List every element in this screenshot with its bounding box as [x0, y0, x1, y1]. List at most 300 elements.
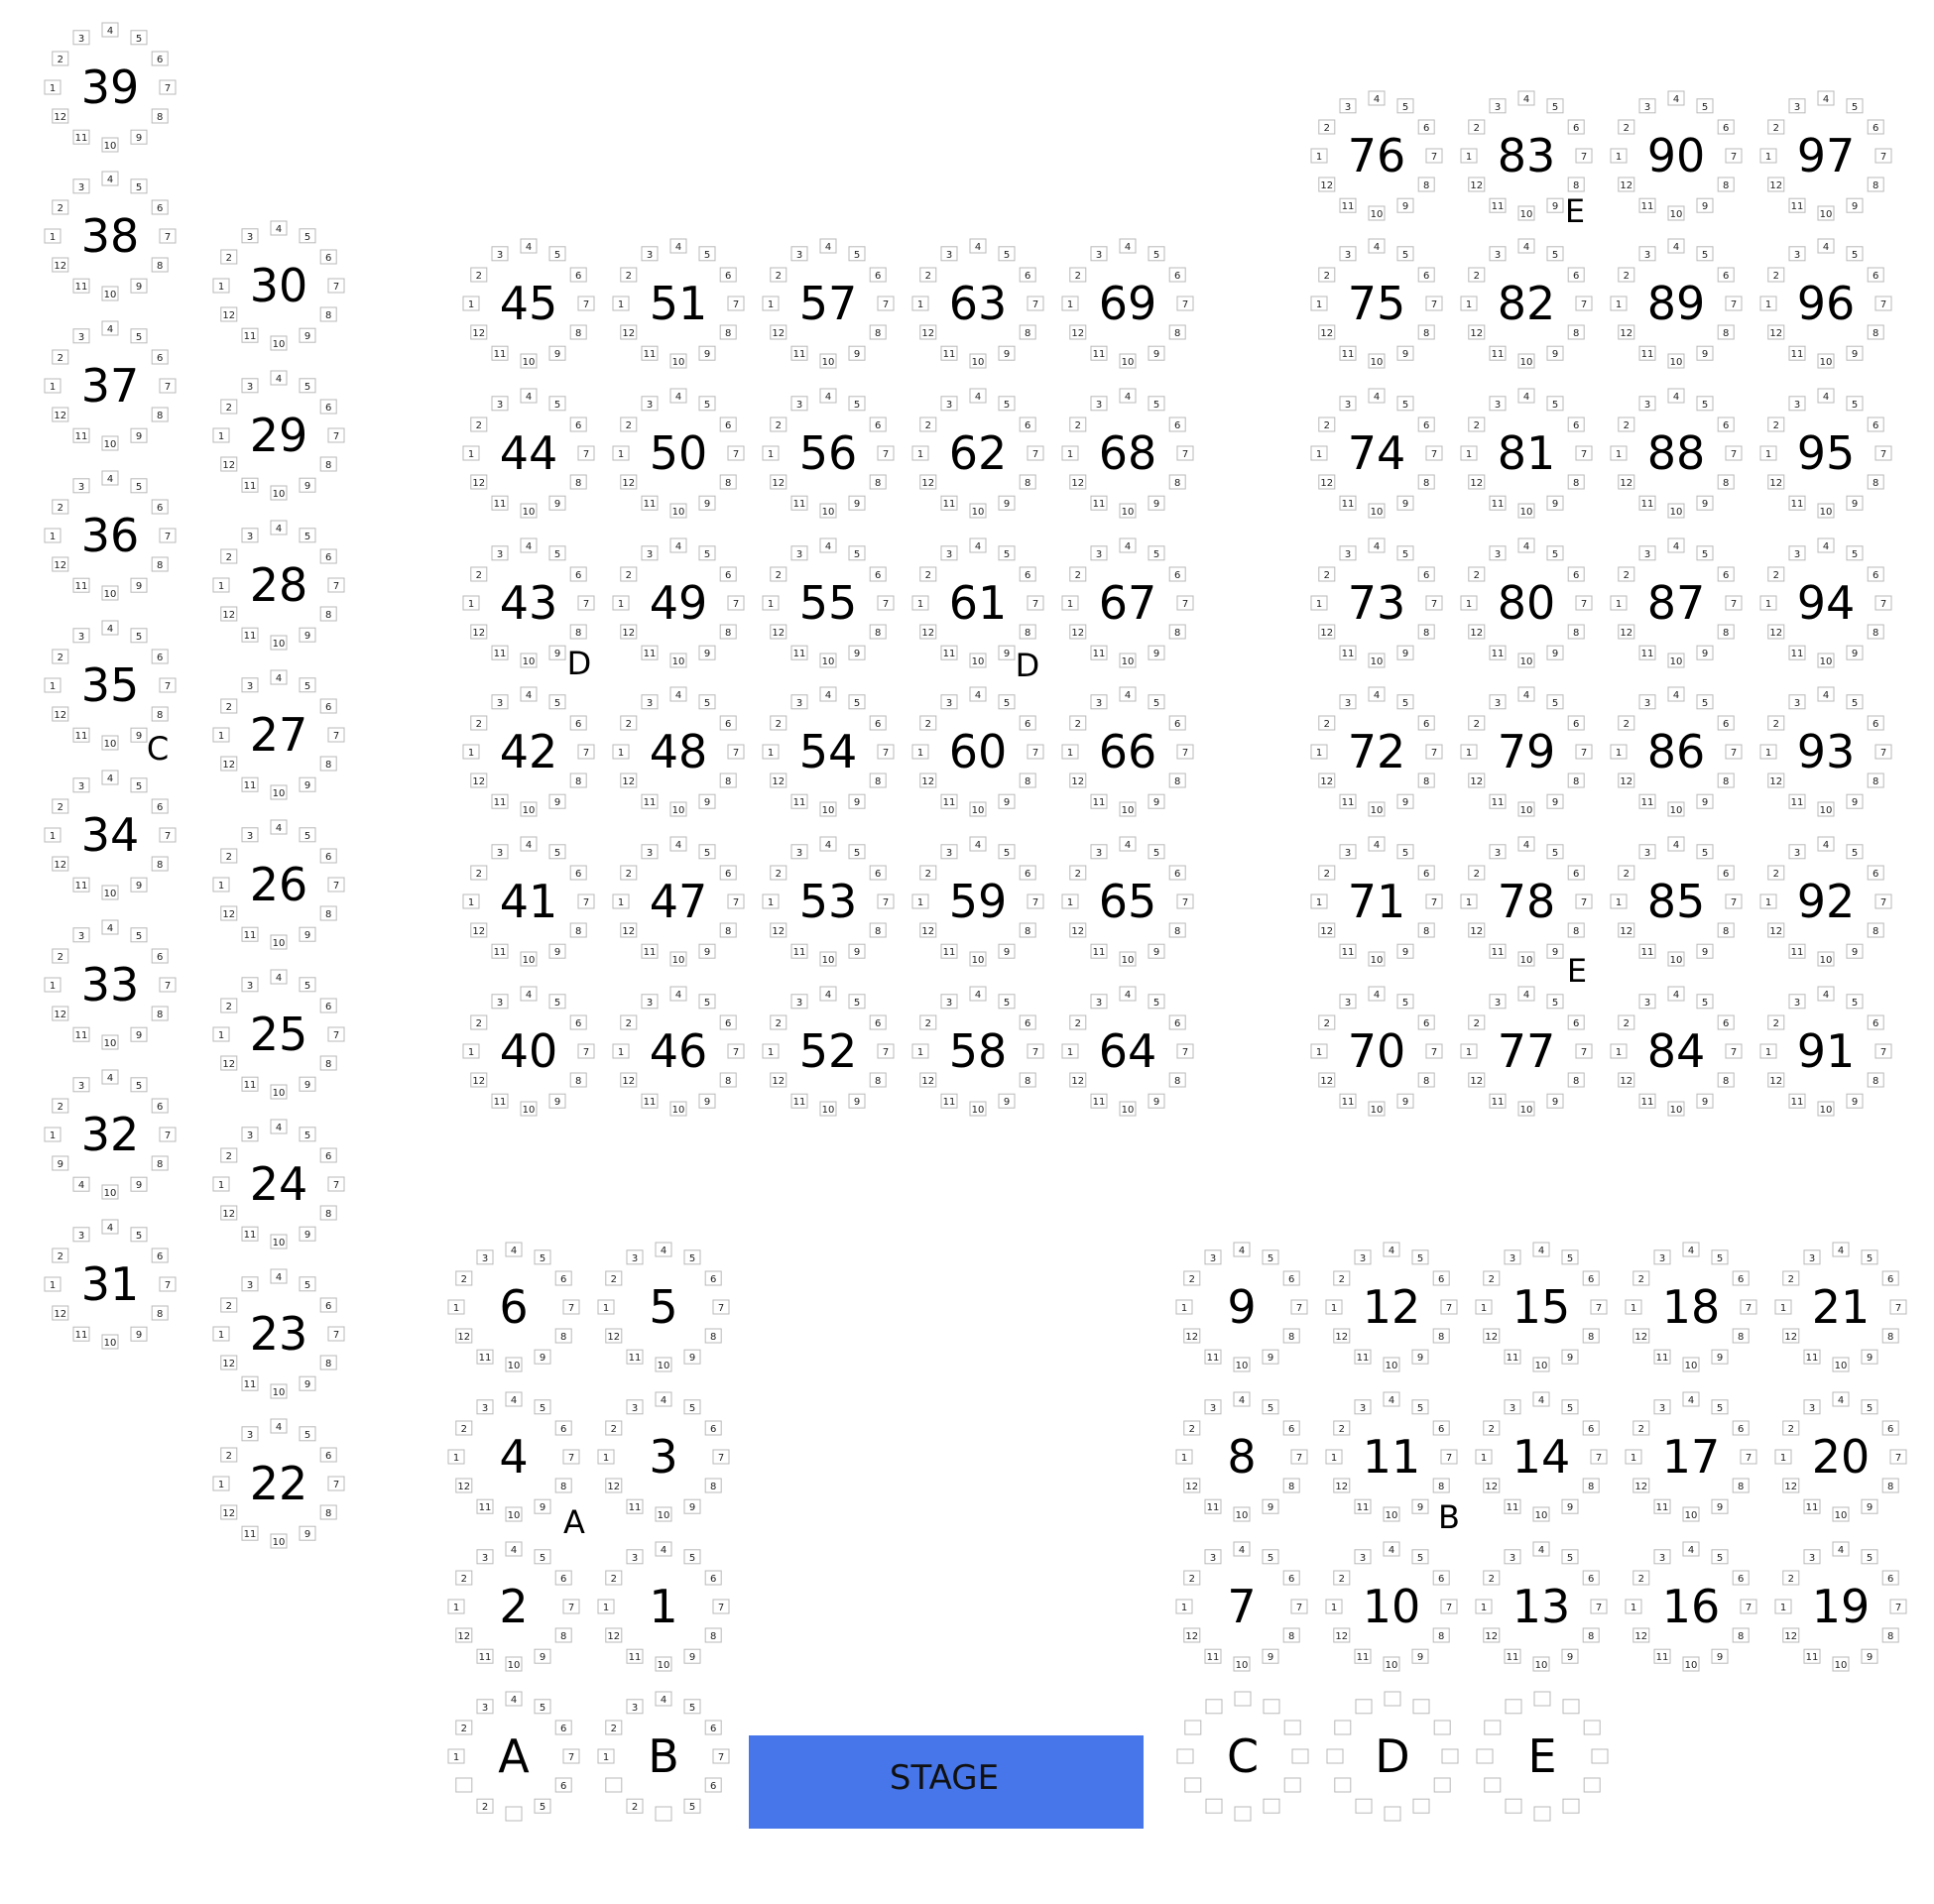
- seat[interactable]: [1518, 952, 1534, 966]
- seat[interactable]: [1369, 206, 1385, 220]
- seat[interactable]: [456, 1479, 472, 1492]
- seat[interactable]: [1818, 504, 1834, 518]
- seat[interactable]: [1733, 1329, 1749, 1343]
- seat[interactable]: [1668, 952, 1684, 966]
- seat[interactable]: [1789, 397, 1805, 411]
- seat[interactable]: [45, 80, 60, 94]
- seat[interactable]: [1441, 1450, 1457, 1464]
- seat[interactable]: [506, 1692, 522, 1706]
- seat[interactable]: [45, 529, 60, 542]
- seat[interactable]: [1235, 1807, 1251, 1821]
- seat[interactable]: [1518, 802, 1534, 816]
- seat[interactable]: [1340, 794, 1356, 808]
- seat[interactable]: [1533, 1542, 1549, 1556]
- seat[interactable]: [213, 428, 229, 442]
- seat[interactable]: [1804, 1550, 1820, 1564]
- seat[interactable]: [1862, 1499, 1877, 1513]
- seat[interactable]: [1712, 1550, 1728, 1564]
- seat[interactable]: [1418, 567, 1434, 581]
- seat[interactable]: [221, 906, 237, 920]
- seat[interactable]: [1397, 397, 1413, 411]
- seat[interactable]: [102, 471, 118, 485]
- seat[interactable]: [1070, 774, 1086, 787]
- seat[interactable]: [1568, 774, 1584, 787]
- seat[interactable]: [1654, 1499, 1670, 1513]
- seat[interactable]: [1818, 654, 1834, 667]
- seat[interactable]: [1562, 1499, 1578, 1513]
- seat[interactable]: [549, 496, 565, 510]
- seat[interactable]: [131, 778, 147, 792]
- seat[interactable]: [1418, 923, 1434, 937]
- seat[interactable]: [506, 1542, 522, 1556]
- table[interactable]: [213, 1419, 344, 1548]
- seat[interactable]: [271, 1085, 287, 1099]
- seat[interactable]: [1718, 774, 1734, 787]
- seat-box[interactable]: [1584, 1721, 1600, 1734]
- seat[interactable]: [53, 949, 68, 963]
- seat[interactable]: [213, 1177, 229, 1191]
- seat[interactable]: [271, 1419, 287, 1433]
- seat[interactable]: [1484, 1628, 1500, 1642]
- seat[interactable]: [670, 1102, 686, 1116]
- table[interactable]: [763, 239, 894, 368]
- seat[interactable]: [242, 927, 258, 941]
- seat[interactable]: [521, 687, 537, 701]
- table[interactable]: [1760, 837, 1891, 966]
- seat[interactable]: [320, 549, 336, 563]
- seat[interactable]: [705, 1571, 721, 1585]
- seat[interactable]: [999, 695, 1015, 709]
- seat[interactable]: [1718, 178, 1734, 191]
- seat[interactable]: [1818, 687, 1834, 701]
- seat[interactable]: [1683, 1542, 1699, 1556]
- table[interactable]: [1461, 687, 1592, 816]
- table[interactable]: [763, 687, 894, 816]
- seat[interactable]: [621, 866, 637, 880]
- seat[interactable]: [1818, 837, 1834, 851]
- seat[interactable]: [1668, 987, 1684, 1001]
- seat[interactable]: [1562, 1350, 1578, 1364]
- seat[interactable]: [300, 328, 315, 342]
- seat[interactable]: [1619, 178, 1634, 191]
- seat[interactable]: [1639, 995, 1655, 1009]
- seat[interactable]: [1176, 1300, 1192, 1314]
- seat[interactable]: [300, 978, 315, 992]
- table[interactable]: [213, 1269, 344, 1398]
- seat-box[interactable]: [1356, 1700, 1372, 1714]
- seat[interactable]: [1505, 1250, 1520, 1264]
- seat[interactable]: [606, 1479, 622, 1492]
- seat[interactable]: [1234, 1392, 1250, 1406]
- seat[interactable]: [763, 297, 779, 310]
- seat[interactable]: [1862, 1350, 1877, 1364]
- seat[interactable]: [555, 1421, 571, 1435]
- seat[interactable]: [1020, 475, 1035, 489]
- table[interactable]: [1062, 389, 1193, 518]
- seat[interactable]: [300, 379, 315, 393]
- table[interactable]: [448, 1692, 579, 1821]
- seat[interactable]: [1768, 417, 1784, 431]
- seat[interactable]: [1868, 120, 1883, 134]
- seat[interactable]: [1591, 1450, 1607, 1464]
- seat[interactable]: [1484, 1479, 1500, 1492]
- seat[interactable]: [328, 728, 344, 742]
- seat[interactable]: [1639, 198, 1655, 212]
- table[interactable]: [763, 987, 894, 1116]
- seat[interactable]: [102, 736, 118, 750]
- seat[interactable]: [1469, 774, 1485, 787]
- seat[interactable]: [73, 179, 89, 193]
- seat[interactable]: [1726, 894, 1742, 908]
- seat[interactable]: [131, 1177, 147, 1191]
- seat[interactable]: [1868, 1015, 1883, 1029]
- seat[interactable]: [1369, 987, 1385, 1001]
- seat[interactable]: [1326, 1600, 1342, 1613]
- seat[interactable]: [1426, 745, 1442, 759]
- table[interactable]: [613, 687, 744, 816]
- seat[interactable]: [728, 894, 744, 908]
- seat[interactable]: [1020, 417, 1035, 431]
- seat[interactable]: [1355, 1250, 1371, 1264]
- table[interactable]: [1760, 91, 1891, 220]
- seat[interactable]: [684, 1350, 700, 1364]
- seat[interactable]: [1547, 1094, 1563, 1108]
- seat[interactable]: [1591, 1600, 1607, 1613]
- seat[interactable]: [242, 1277, 258, 1291]
- seat[interactable]: [1426, 596, 1442, 610]
- seat[interactable]: [1469, 475, 1485, 489]
- seat[interactable]: [242, 379, 258, 393]
- seat[interactable]: [320, 307, 336, 321]
- seat[interactable]: [1783, 1628, 1799, 1642]
- seat[interactable]: [1568, 866, 1584, 880]
- table[interactable]: [912, 239, 1043, 368]
- seat[interactable]: [870, 1073, 886, 1087]
- seat[interactable]: [656, 1507, 671, 1521]
- seat[interactable]: [1862, 1400, 1877, 1414]
- seat[interactable]: [555, 1721, 571, 1734]
- seat[interactable]: [1490, 99, 1506, 113]
- seat[interactable]: [328, 1477, 344, 1490]
- seat[interactable]: [1356, 1700, 1372, 1714]
- seat[interactable]: [456, 1628, 472, 1642]
- seat[interactable]: [549, 695, 565, 709]
- seat[interactable]: [1768, 1073, 1784, 1087]
- seat[interactable]: [300, 1526, 315, 1540]
- seat[interactable]: [320, 1505, 336, 1519]
- seat[interactable]: [1340, 1094, 1356, 1108]
- seat[interactable]: [300, 1427, 315, 1441]
- seat[interactable]: [1639, 99, 1655, 113]
- seat[interactable]: [102, 1185, 118, 1199]
- seat[interactable]: [102, 172, 118, 185]
- seat[interactable]: [1020, 774, 1035, 787]
- seat[interactable]: [1611, 745, 1627, 759]
- seat[interactable]: [1697, 247, 1713, 261]
- seat[interactable]: [1433, 1628, 1449, 1642]
- seat[interactable]: [1490, 346, 1506, 360]
- seat[interactable]: [1283, 1421, 1299, 1435]
- seat[interactable]: [1070, 567, 1086, 581]
- seat[interactable]: [1120, 354, 1136, 368]
- seat-box[interactable]: [1506, 1799, 1521, 1813]
- seat[interactable]: [1334, 1479, 1350, 1492]
- seat[interactable]: [1668, 538, 1684, 552]
- seat[interactable]: [1584, 1721, 1600, 1734]
- seat[interactable]: [1469, 1015, 1485, 1029]
- seat[interactable]: [102, 23, 118, 37]
- seat[interactable]: [1760, 596, 1776, 610]
- seat[interactable]: [720, 774, 736, 787]
- seat[interactable]: [242, 978, 258, 992]
- seat[interactable]: [820, 504, 836, 518]
- seat[interactable]: [570, 1015, 586, 1029]
- seat[interactable]: [570, 325, 586, 339]
- seat[interactable]: [1469, 716, 1485, 730]
- seat[interactable]: [492, 1094, 508, 1108]
- seat[interactable]: [1568, 268, 1584, 282]
- seat[interactable]: [102, 886, 118, 899]
- seat[interactable]: [1169, 1015, 1185, 1029]
- seat[interactable]: [1584, 1778, 1600, 1792]
- seat[interactable]: [878, 894, 894, 908]
- seat[interactable]: [1818, 206, 1834, 220]
- seat[interactable]: [1120, 504, 1136, 518]
- seat[interactable]: [670, 802, 686, 816]
- seat[interactable]: [1518, 239, 1534, 253]
- seat[interactable]: [1818, 952, 1834, 966]
- table[interactable]: [45, 920, 176, 1049]
- seat[interactable]: [1319, 120, 1335, 134]
- seat[interactable]: [1760, 446, 1776, 460]
- seat[interactable]: [73, 428, 89, 442]
- seat[interactable]: [791, 496, 807, 510]
- seat[interactable]: [1292, 1749, 1308, 1763]
- seat[interactable]: [1611, 1044, 1627, 1058]
- seat[interactable]: [912, 894, 928, 908]
- seat[interactable]: [1533, 1358, 1549, 1371]
- seat[interactable]: [53, 1306, 68, 1320]
- table[interactable]: [463, 987, 594, 1116]
- seat[interactable]: [1185, 1721, 1201, 1734]
- table[interactable]: [912, 837, 1043, 966]
- seat[interactable]: [1547, 646, 1563, 659]
- seat[interactable]: [535, 1499, 550, 1513]
- seat[interactable]: [1583, 1628, 1599, 1642]
- seat[interactable]: [1639, 496, 1655, 510]
- seat[interactable]: [271, 820, 287, 834]
- table[interactable]: [1062, 837, 1193, 966]
- seat[interactable]: [1433, 1329, 1449, 1343]
- seat-box[interactable]: [1284, 1721, 1300, 1734]
- seat[interactable]: [320, 607, 336, 621]
- seat[interactable]: [102, 771, 118, 784]
- seat[interactable]: [1335, 1721, 1351, 1734]
- seat[interactable]: [53, 707, 68, 721]
- seat[interactable]: [1369, 654, 1385, 667]
- seat[interactable]: [1369, 538, 1385, 552]
- seat[interactable]: [1177, 446, 1193, 460]
- seat[interactable]: [1205, 1250, 1221, 1264]
- seat[interactable]: [221, 607, 237, 621]
- seat[interactable]: [1611, 596, 1627, 610]
- seat[interactable]: [492, 646, 508, 659]
- seat[interactable]: [941, 346, 957, 360]
- seat[interactable]: [1818, 239, 1834, 253]
- seat[interactable]: [160, 1277, 176, 1291]
- seat[interactable]: [705, 1271, 721, 1285]
- seat[interactable]: [912, 745, 928, 759]
- seat[interactable]: [1547, 794, 1563, 808]
- seat[interactable]: [656, 1392, 671, 1406]
- seat-box[interactable]: [1284, 1778, 1300, 1792]
- seat[interactable]: [720, 625, 736, 639]
- seat[interactable]: [1184, 1329, 1200, 1343]
- seat[interactable]: [613, 446, 629, 460]
- seat[interactable]: [1847, 346, 1863, 360]
- seat[interactable]: [1712, 1400, 1728, 1414]
- seat[interactable]: [870, 325, 886, 339]
- seat-box[interactable]: [456, 1778, 472, 1792]
- seat[interactable]: [1768, 866, 1784, 880]
- seat[interactable]: [152, 500, 168, 514]
- seat[interactable]: [1804, 1499, 1820, 1513]
- seat[interactable]: [1518, 687, 1534, 701]
- seat[interactable]: [713, 1450, 729, 1464]
- seat[interactable]: [506, 1392, 522, 1406]
- seat-box[interactable]: [1335, 1778, 1351, 1792]
- seat[interactable]: [1070, 1015, 1086, 1029]
- seat[interactable]: [1490, 944, 1506, 958]
- table[interactable]: [463, 389, 594, 518]
- seat[interactable]: [1639, 546, 1655, 560]
- table[interactable]: [1062, 687, 1193, 816]
- seat[interactable]: [1148, 845, 1164, 859]
- seat[interactable]: [102, 1220, 118, 1234]
- seat[interactable]: [471, 923, 487, 937]
- seat[interactable]: [492, 995, 508, 1009]
- seat[interactable]: [1583, 1479, 1599, 1492]
- seat[interactable]: [1426, 894, 1442, 908]
- seat[interactable]: [1576, 596, 1592, 610]
- table[interactable]: [1326, 1542, 1457, 1671]
- seat[interactable]: [221, 1356, 237, 1369]
- seat[interactable]: [1768, 120, 1784, 134]
- seat[interactable]: [213, 578, 229, 592]
- seat[interactable]: [1476, 1300, 1492, 1314]
- seat[interactable]: [1833, 1358, 1849, 1371]
- seat[interactable]: [970, 987, 986, 1001]
- seat[interactable]: [1177, 1044, 1193, 1058]
- seat[interactable]: [920, 774, 936, 787]
- seat[interactable]: [1120, 1102, 1136, 1116]
- seat[interactable]: [1654, 1350, 1670, 1364]
- seat[interactable]: [73, 1177, 89, 1191]
- seat[interactable]: [1469, 567, 1485, 581]
- seat[interactable]: [578, 446, 594, 460]
- seat[interactable]: [1418, 1015, 1434, 1029]
- seat[interactable]: [1789, 546, 1805, 560]
- seat[interactable]: [45, 229, 60, 243]
- seat[interactable]: [1668, 687, 1684, 701]
- seat[interactable]: [621, 774, 637, 787]
- seat[interactable]: [1576, 446, 1592, 460]
- seat[interactable]: [131, 1228, 147, 1242]
- seat[interactable]: [45, 1128, 60, 1141]
- table[interactable]: [1461, 837, 1592, 966]
- seat[interactable]: [1668, 837, 1684, 851]
- seat[interactable]: [570, 475, 586, 489]
- seat-box[interactable]: [1235, 1692, 1251, 1706]
- seat[interactable]: [1442, 1749, 1458, 1763]
- seat[interactable]: [73, 878, 89, 892]
- table[interactable]: [1775, 1243, 1906, 1371]
- seat[interactable]: [1783, 1329, 1799, 1343]
- seat[interactable]: [131, 130, 147, 144]
- seat[interactable]: [878, 297, 894, 310]
- seat[interactable]: [242, 328, 258, 342]
- seat[interactable]: [1062, 596, 1078, 610]
- seat[interactable]: [1718, 120, 1734, 134]
- seat[interactable]: [549, 546, 565, 560]
- seat[interactable]: [471, 1015, 487, 1029]
- seat[interactable]: [771, 475, 786, 489]
- seat[interactable]: [1562, 1550, 1578, 1564]
- seat[interactable]: [1311, 1044, 1327, 1058]
- table[interactable]: [1062, 987, 1193, 1116]
- seat[interactable]: [920, 268, 936, 282]
- seat[interactable]: [448, 1749, 464, 1763]
- seat[interactable]: [1668, 654, 1684, 667]
- table[interactable]: [1176, 1392, 1307, 1521]
- seat[interactable]: [1340, 346, 1356, 360]
- seat[interactable]: [477, 1550, 493, 1564]
- seat[interactable]: [656, 1358, 671, 1371]
- seat[interactable]: [1639, 1094, 1655, 1108]
- seat[interactable]: [1020, 325, 1035, 339]
- table[interactable]: [912, 687, 1043, 816]
- seat[interactable]: [1369, 504, 1385, 518]
- seat[interactable]: [1385, 1692, 1400, 1706]
- seat[interactable]: [1418, 268, 1434, 282]
- seat[interactable]: [53, 408, 68, 421]
- seat[interactable]: [1169, 625, 1185, 639]
- seat[interactable]: [1547, 346, 1563, 360]
- seat[interactable]: [271, 221, 287, 235]
- seat[interactable]: [477, 1700, 493, 1714]
- seat[interactable]: [1020, 625, 1035, 639]
- seat[interactable]: [1882, 1479, 1898, 1492]
- seat[interactable]: [1633, 1571, 1649, 1585]
- seat[interactable]: [300, 777, 315, 791]
- seat[interactable]: [1184, 1479, 1200, 1492]
- seat[interactable]: [642, 845, 658, 859]
- seat[interactable]: [1718, 567, 1734, 581]
- seat[interactable]: [73, 1327, 89, 1341]
- seat[interactable]: [152, 799, 168, 813]
- seat[interactable]: [1833, 1507, 1849, 1521]
- seat[interactable]: [102, 1035, 118, 1049]
- seat[interactable]: [941, 944, 957, 958]
- seat[interactable]: [1319, 716, 1335, 730]
- seat[interactable]: [1789, 646, 1805, 659]
- seat[interactable]: [1185, 1778, 1201, 1792]
- seat[interactable]: [1148, 546, 1164, 560]
- seat[interactable]: [1385, 1807, 1400, 1821]
- seat[interactable]: [131, 928, 147, 942]
- seat[interactable]: [1340, 198, 1356, 212]
- seat[interactable]: [271, 1534, 287, 1548]
